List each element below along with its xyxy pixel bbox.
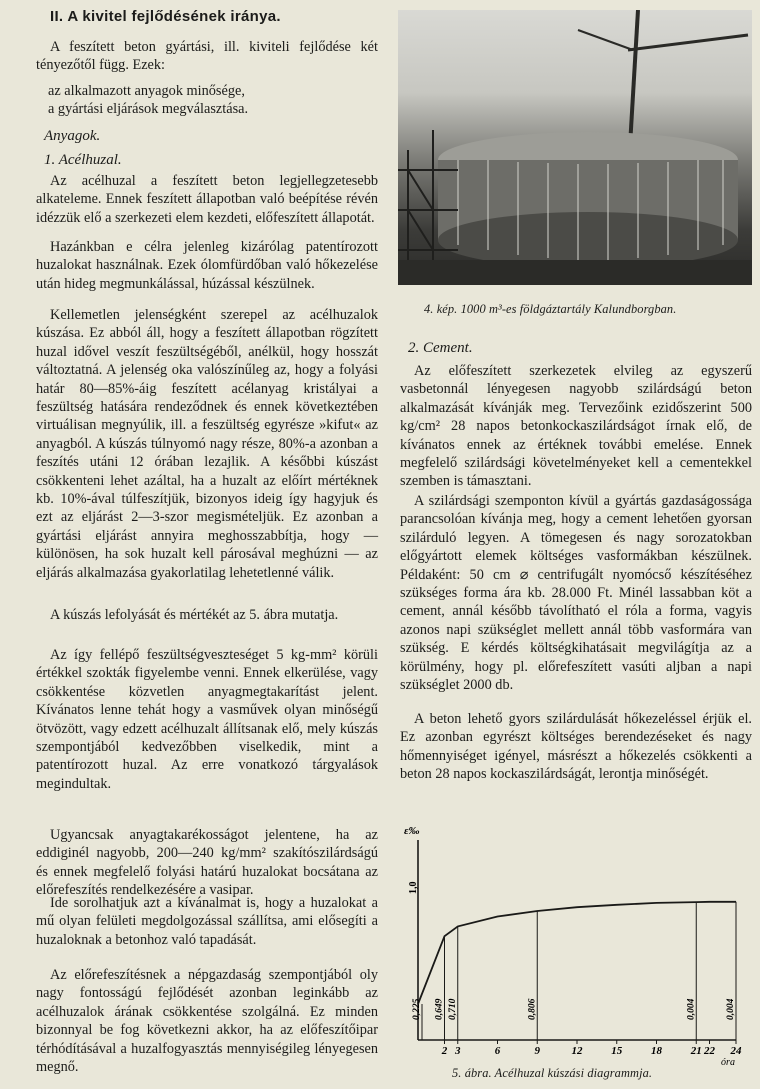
chart-caption: 5. ábra. Acélhuzal kúszási diagrammja. — [452, 1066, 653, 1080]
chart-text — [404, 825, 742, 1065]
x-axis-label: óra — [721, 1057, 735, 1065]
x-tick-label: 3 — [455, 1045, 461, 1057]
section-title: II. A kivitel fejlődésének iránya. — [50, 8, 281, 25]
data-label: 0,004 — [686, 998, 697, 1020]
subheading: Anyagok. — [44, 128, 101, 144]
data-label: 0,710 — [447, 998, 458, 1020]
paragraph: Kellemetlen jelenségként szerepel az acélhuzalok kúszása. Ez abból áll, hogy a feszített állapotban rögzített huzal idővel veszít feszültségéből, anélkül, hogy hosszát változtatná. A jelenség oka valószínűleg az, hogy a folyási határ 80—85%-áig feszített acélanyag kristályai a feszültség hatására rendeződnek és ennek következtében virtuálisan megnyúlik, ill. a feszültség egyrésze »kifut« az anyagból. A kúszás túlnyomó nagy része, 80%-a azonban a feszítés utáni 12 órában lezajlik. A későbbi kúszást csökkenteni lehet azáltal, ha a huzalt az előírt mértéknek kb. 10%-ával túlfeszítjük, bizonyos ideig így hagyjuk és ezt az eljárást 2—3-szor megismételjük. Ez azonban a gyártási eljárást annyira meghosszabbítja, hogy — különösen, ha sok huzalt kell párosával meghúzni — az eljárás alkalmazása gyakorlatilag lehetetlenné válik. — [36, 307, 378, 581]
y-axis-label: ε‰ — [404, 825, 420, 837]
x-tick-label: 2 — [441, 1045, 448, 1057]
list-item: a gyártási eljárások megválasztása. — [48, 101, 249, 118]
paragraph: Az előrefeszítésnek a népgazdaság szempontjából oly nagy fontosságú fejlődését azonban leginkább az acélhuzalok árának csökkentése szolgálná. Ez minden bizonnyal be fog következni akkor, ha az előfeszítőipar térhódításával a huzalfogyasztás mennyiségileg lényegesen megnő. — [36, 967, 378, 1076]
x-tick-label: 15 — [611, 1045, 623, 1057]
paragraph: A beton lehető gyors szilárdulását hőkezeléssel érjük el. Ez azonban egyrészt költséges berendezéseket és nagy hőmennyiséget igényel, másrészt a hőkezelés csökkenti a beton 28 napos kockaszilárdságát, lerontja minőségét. — [400, 711, 752, 783]
paragraph: Az így fellépő feszültségveszteséget 5 kg-mm² körüli értékkel szokták figyelembe venni. Ennek elkerülése, vagy csökkentése közvetlen anyagmegtakarítást jelent. Kívánatos lenne tehát hogy a vasművek olyan minőségű ötvözött, vagy edzett acélhuzalt állítsanak elő, mely kúszás szempontjából kedvezőbben viselkedik, mint a patentírozott huzal. Az erre vonatkozó tárgyalások megindultak. — [36, 647, 378, 792]
subheading: 2. Cement. — [408, 340, 473, 356]
x-tick-label: 12 — [571, 1045, 583, 1057]
x-tick-label: 21 — [690, 1045, 702, 1057]
x-tick-label: 22 — [704, 1045, 715, 1057]
creep-diagram — [398, 820, 754, 1065]
photo-caption: 4. kép. 1000 m³-es földgáztartály Kalundborgban. — [424, 302, 677, 316]
paragraph: Ide sorolhatjuk azt a kívánalmat is, hogy a huzalokat a mű olyan felületi megdolgozással szállítsa, ami elősegíti a huzaloknak a betonhoz való tapadását. — [36, 895, 378, 948]
paragraph: Ugyancsak anyagtakarékosságot jelentene, ha az eddiginél nagyobb, 200—240 kg/mm² szakítószilárdságú és ennek megfelelő folyási határú huzalokat bocsátana az előrefeszítés rendelkezésére a vasipar. — [36, 827, 378, 899]
creep-curve — [418, 902, 736, 1004]
paragraph: Az előfeszített szerkezetek elvileg az egyszerű vasbetonnál lényegesen nagyobb szilárdságú beton alkalmazását kívánják meg. Tervezőink ezidőszerint 500 kg/cm² 28 napos betonkockaszilárdságot írnak elő, de kívánatos ennek az értéknek további emelése. Ennek megfelelő szilárdsági követelményeket kell a cementekkel szemben is támasztani. — [400, 363, 752, 490]
subheading: 1. Acélhuzal. — [44, 152, 122, 168]
gas-tank-photo — [398, 10, 752, 285]
data-label: 0,004 — [726, 998, 736, 1020]
x-tick-label: 18 — [651, 1045, 662, 1057]
paragraph: A feszített beton gyártási, ill. kiviteli fejlődése két tényezőtől függ. Ezek: — [36, 39, 378, 74]
data-label: 0,225 — [412, 998, 422, 1020]
paragraph: A kúszás lefolyását és mértékét az 5. ábra mutatja. — [50, 607, 339, 623]
y-tick-label: 1,0 — [408, 881, 419, 894]
x-tick-label: 9 — [534, 1045, 540, 1057]
paragraph: Hazánkban e célra jelenleg kizárólag patentírozott huzalokat használnak. Ezek ólomfürdőban való hőkezelése után hideg megmunkálással, húzással készülnek. — [36, 239, 378, 292]
list-item: az alkalmazott anyagok minősége, — [48, 83, 245, 99]
x-tick-label: 6 — [494, 1045, 501, 1057]
x-tick-label: 24 — [730, 1045, 742, 1057]
data-label: 0,649 — [434, 998, 445, 1020]
paragraph: A szilárdsági szemponton kívül a gyártás gazdaságossága parancsolóan kívánja meg, hogy a cement lehetően gyorsan szilárduló legyen. A tömegesen és nagy sorozatokban előgyártott elemek költséges vasformákban készülnek. Példaként: 50 cm ⌀ centrifugált nyomócső készítéséhez szükséges forma ára kb. 28.000 Ft. Minél lassabban köt a cement, annál később távolítható el róla a forma, vagyis azonos napi szükséglet mellett annál több vasformára van szükség. E kérdés költségkihatásait megvilágítja az a körülmény, hogy pl. előrefeszített vasúti aljban a napi szükséglet 2000 db. — [400, 493, 752, 694]
data-label: 0,806 — [527, 998, 538, 1020]
paragraph: Az acélhuzal a feszített beton legjellegzetesebb alkateleme. Ennek feszített állapotban való beépítése révén idézzük elő a szerkezeti elem kezdeti, előfeszített állapotát. — [36, 173, 378, 226]
